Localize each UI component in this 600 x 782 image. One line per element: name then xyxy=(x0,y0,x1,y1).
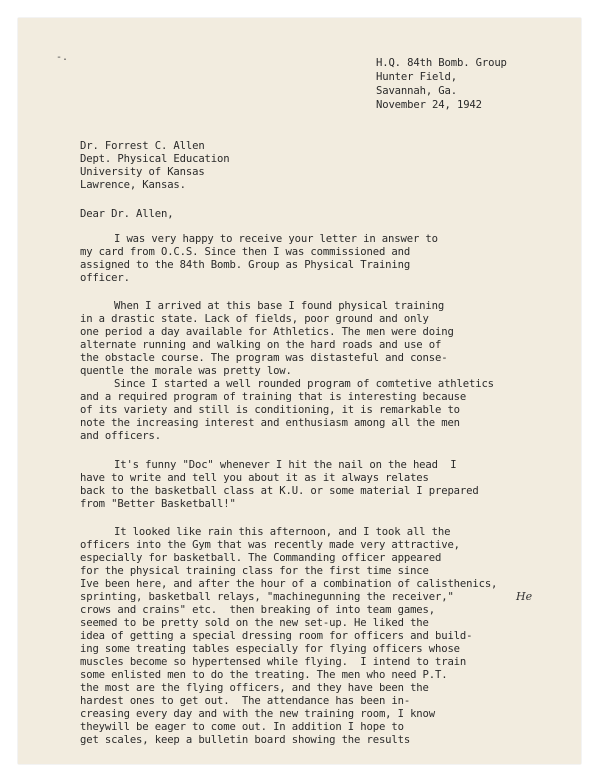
paragraph-line: officers into the Gym that was recently made very attractive, xyxy=(80,539,460,551)
paragraph-line: creasing every day and with the new training room, I know xyxy=(80,708,435,720)
paragraph-line: quentle the morale was pretty low. xyxy=(80,365,292,377)
paragraph-line: It looked like rain this afternoon, and I took all the xyxy=(114,526,451,538)
paragraph-line: for the physical training class for the first time since xyxy=(80,565,429,577)
paragraph-line: seemed to be pretty sold on the new set-up. He liked the xyxy=(80,617,429,629)
paragraph-line: of its variety and still is conditioning, it is remarkable to xyxy=(80,404,460,416)
paragraph-line: ing some treating tables especially for flying officers whose xyxy=(80,643,460,655)
paragraph-line: the most are the flying officers, and they have been the xyxy=(80,682,429,694)
recipient-university: University of Kansas xyxy=(80,166,205,178)
paragraph-line: alternate running and walking on the hard roads and use of xyxy=(80,339,442,351)
paragraph-line: officer. xyxy=(80,272,130,284)
heading-field: Hunter Field, xyxy=(376,71,457,83)
paragraph-line: especially for basketball. The Commanding officer appeared xyxy=(80,552,442,564)
letter-page xyxy=(18,18,581,764)
letter-date: November 24, 1942 xyxy=(376,99,482,111)
paragraph-line: idea of getting a special dressing room for officers and build- xyxy=(80,630,473,642)
paragraph-line: note the increasing interest and enthusiasm among all the men xyxy=(80,417,460,429)
recipient-city: Lawrence, Kansas. xyxy=(80,179,186,191)
paragraph-line: I was very happy to receive your letter in answer to xyxy=(114,233,438,245)
stray-mark: -. xyxy=(56,52,69,63)
paragraph-line: get scales, keep a bulletin board showing the results xyxy=(80,734,411,746)
paragraph-line: and officers. xyxy=(80,430,161,442)
paragraph-line: from "Better Basketball!" xyxy=(80,498,236,510)
paragraph-line: some enlisted men to do the treating. The men who need P.T. xyxy=(80,669,448,681)
handwritten-insert: He xyxy=(516,590,533,603)
paragraph-line: in a drastic state. Lack of fields, poor ground and only xyxy=(80,313,429,325)
paragraph-line: my card from O.C.S. Since then I was commissioned and xyxy=(80,246,411,258)
paragraph-line: Ive been here, and after the hour of a combination of calisthenics, xyxy=(80,578,498,590)
paragraph-line: assigned to the 84th Bomb. Group as Physical Training xyxy=(80,259,411,271)
recipient-department: Dept. Physical Education xyxy=(80,153,230,165)
paragraph-line: back to the basketball class at K.U. or some material I prepared xyxy=(80,485,479,497)
paragraph-line: the obstacle course. The program was distasteful and conse- xyxy=(80,352,448,364)
recipient-name: Dr. Forrest C. Allen xyxy=(80,140,205,152)
salutation: Dear Dr. Allen, xyxy=(80,208,174,220)
paragraph-line: When I arrived at this base I found physical training xyxy=(114,300,445,312)
heading-unit: H.Q. 84th Bomb. Group xyxy=(376,57,507,69)
paragraph-line: crows and crains" etc. then breaking of into team games, xyxy=(80,604,435,616)
paragraph-line: theywill be eager to come out. In addition I hope to xyxy=(80,721,404,733)
paragraph-line: Since I started a well rounded program of comtetive athletics xyxy=(114,378,494,390)
paragraph-line: sprinting, basketball relays, "machinegunning the receiver," xyxy=(80,591,454,603)
paragraph-line: have to write and tell you about it as it always relates xyxy=(80,472,429,484)
paragraph-line: muscles become so hypertensed while flying. I intend to train xyxy=(80,656,467,668)
heading-city: Savannah, Ga. xyxy=(376,85,457,97)
paragraph-line: hardest ones to get out. The attendance has been in- xyxy=(80,695,411,707)
paragraph-line: It's funny "Doc" whenever I hit the nail on the head I xyxy=(114,459,457,471)
paragraph-line: and a required program of training that is interesting because xyxy=(80,391,467,403)
paragraph-line: one period a day available for Athletics. The men were doing xyxy=(80,326,454,338)
